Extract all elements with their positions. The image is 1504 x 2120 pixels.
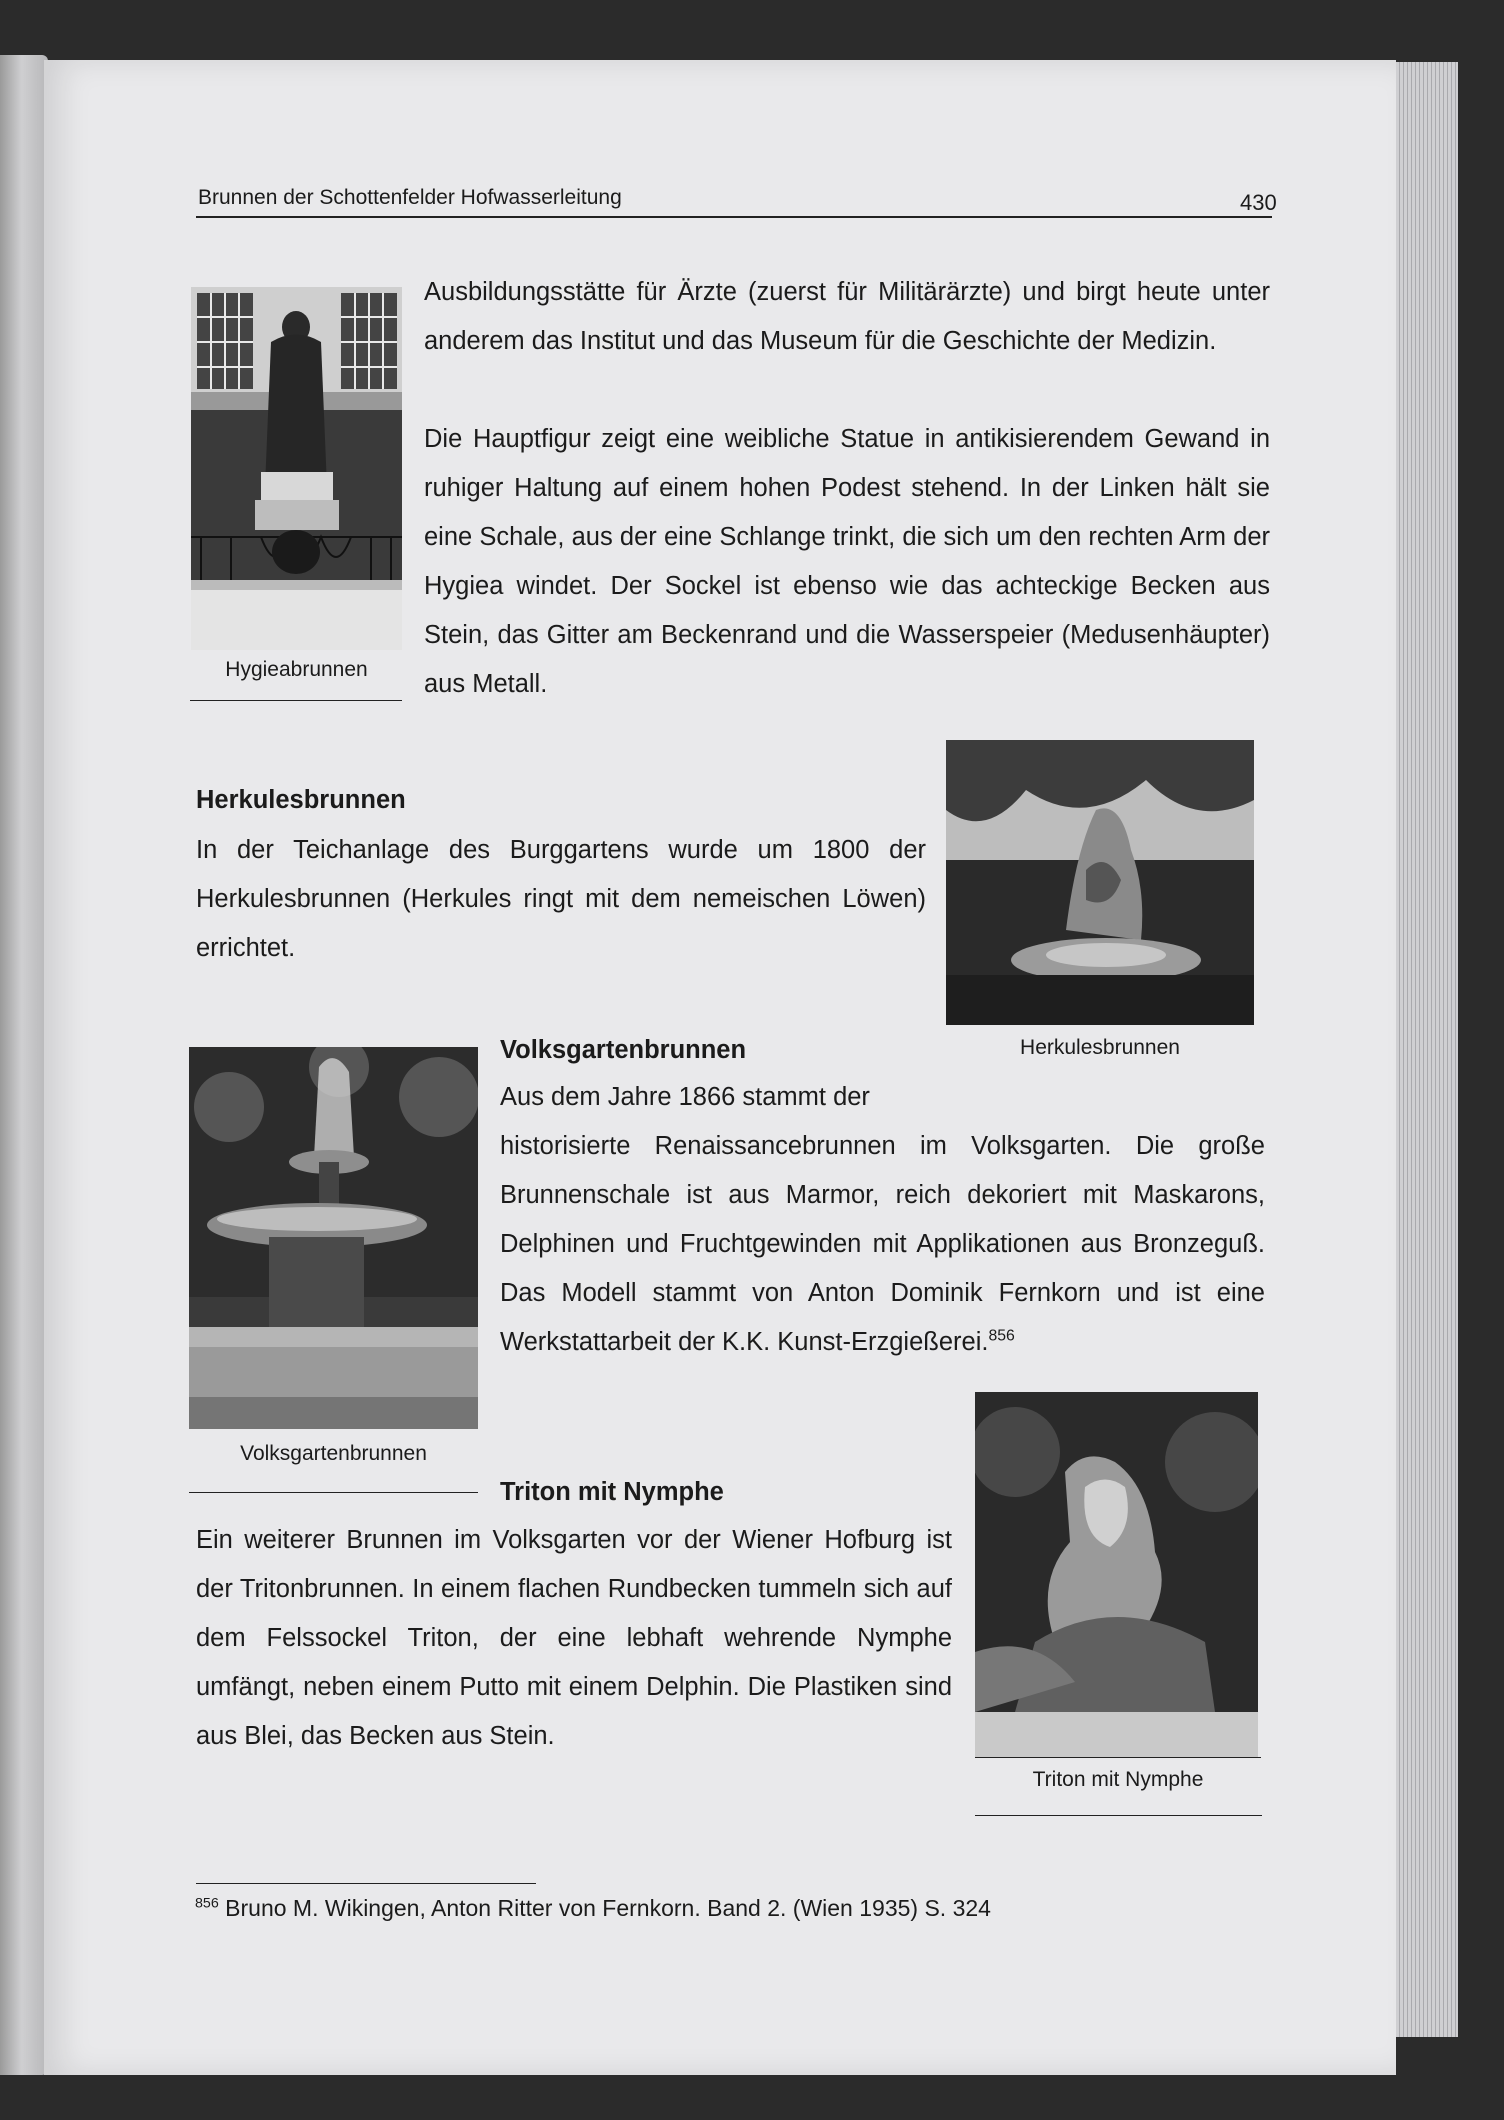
photo-hygieabrunnen [191, 287, 402, 650]
footnote-reference: 856 [988, 1327, 1015, 1345]
herkulesbrunnen-heading: Herkulesbrunnen [196, 786, 406, 814]
left-page-edge [0, 55, 48, 2075]
footnote-rule [196, 1883, 536, 1884]
photo-rule [975, 1757, 1261, 1758]
triton-paragraph: Ein weiterer Brunnen im Volksgarten vor der Wiener Hofburg ist der Tritonbrunnen. In einem flachen Rundbecken tummeln sich auf dem Felssockel Triton, der eine lebhaft wehrende Nymphe umfängt, neben einem Putto mit einem Delphin. Die Plastiken sind aus Blei, das Becken aus Stein. [196, 1526, 952, 1750]
caption-rule [975, 1815, 1262, 1816]
caption-rule [190, 700, 402, 701]
photo-triton-mit-nymphe [975, 1392, 1258, 1757]
footnote [195, 1895, 991, 1922]
hygiea-paragraph: Die Hauptfigur zeigt eine weibliche Statue in antikisierendem Gewand in ruhiger Haltung auf einem hohen Podest stehend. In der Linken hält sie eine Schale, aus der eine Schlange trinkt, die sich um den rechten Arm der Hygiea windet. Der Sockel ist ebenso wie das achteckige Becken aus Stein, das Gitter am Beckenrand und die Wasserspeier (Medusenhäupter) aus Metall. [424, 425, 1270, 698]
caption-volksgartenbrunnen: Volksgartenbrunnen [240, 1442, 427, 1465]
triton-heading: Triton mit Nymphe [500, 1478, 724, 1506]
caption-hygieabrunnen: Hygieabrunnen [225, 658, 368, 681]
caption-rule [189, 1492, 478, 1493]
volksgartenbrunnen-paragraph [500, 1122, 1265, 1367]
herkulesbrunnen-paragraph: In der Teichanlage des Burggartens wurde um 1800 der Herkulesbrunnen (Herkules ringt mit dem nemeischen Löwen) errichtet. [196, 836, 926, 962]
volksgartenbrunnen-heading: Volksgartenbrunnen [500, 1036, 747, 1064]
footnote-text: Bruno M. Wikingen, Anton Ritter von Fernkorn. Band 2. (Wien 1935) S. 324 [225, 1895, 991, 1921]
caption-triton-mit-nymphe: Triton mit Nymphe [1032, 1768, 1204, 1791]
volksgartenbrunnen-text: historisierte Renaissancebrunnen im Volksgarten. Die große Brunnenschale ist aus Marmor, reich dekoriert mit Maskarons, Delphinen und Fruchtgewinden mit Applikationen aus Bronzeguß. Das Modell stammt von Anton Dominik Fernkorn und ist eine Werkstattarbeit der K.K. Kunst-Erzgießerei. [500, 1132, 1265, 1356]
running-head-title: Brunnen der Schottenfelder Hofwasserleitung [198, 186, 622, 209]
header-rule [196, 216, 1272, 218]
photo-volksgartenbrunnen [189, 1047, 478, 1429]
intro-paragraph: Ausbildungsstätte für Ärzte (zuerst für Militärärzte) und birgt heute unter anderem das Institut und das Museum für die Geschichte der Medizin. [424, 278, 1270, 355]
page-number: 430 [1240, 190, 1277, 215]
volksgartenbrunnen-line1: Aus dem Jahre 1866 stammt der [500, 1083, 870, 1111]
caption-herkulesbrunnen: Herkulesbrunnen [1020, 1036, 1180, 1059]
footnote-number: 856 [195, 1895, 219, 1912]
photo-herkulesbrunnen [946, 740, 1254, 1025]
